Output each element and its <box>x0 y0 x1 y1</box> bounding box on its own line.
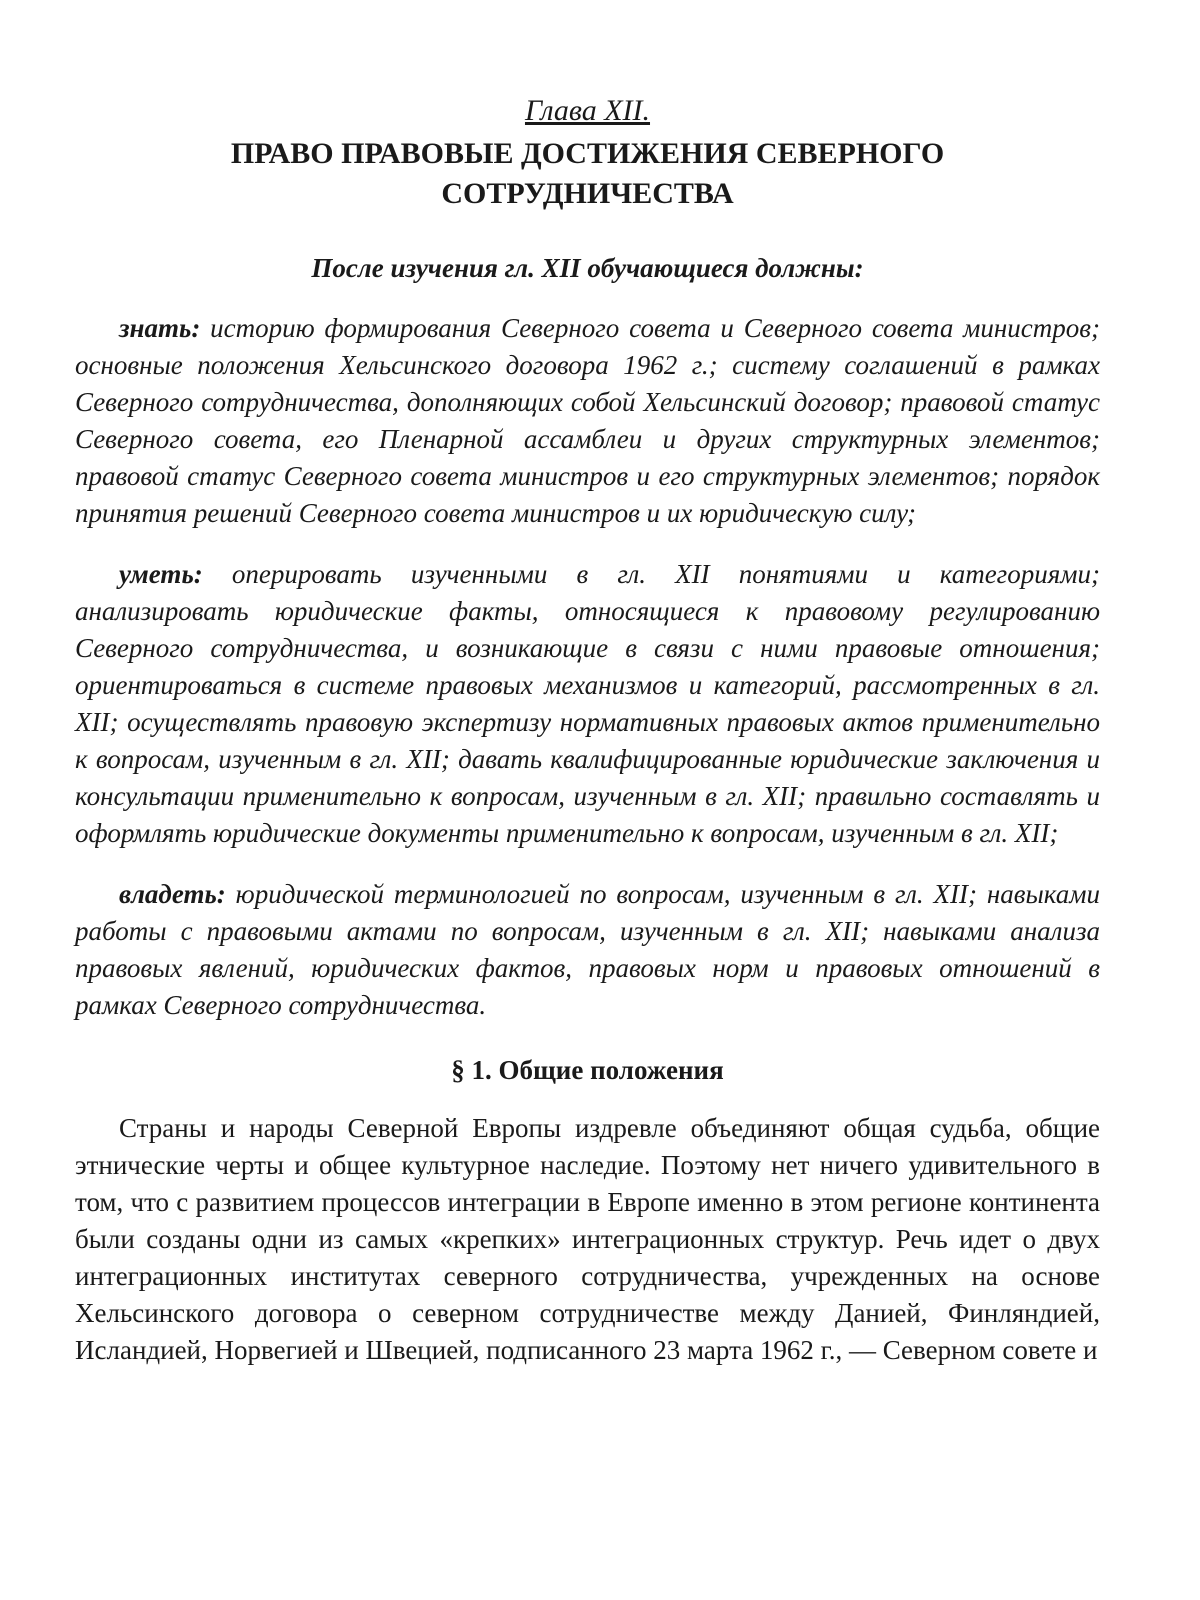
objective-able-text: оперировать изученными в гл. XII понятиями и категориями; анализировать юридические факты, относящиеся к правовому регулированию Северного сотрудничества, и возникающие в связи с ними правовые отношения; ориентироваться в системе правовых механизмов и категорий, рассмотренных в гл. XII; осуществлять правовую экспертизу нормативных правовых актов применительно к вопросам, изученным в гл. XII; давать квалифицированные юридические заключения и консультации применительно к вопросам, изученным в гл. XII; правильно составлять и оформлять юридические документы применительно к вопросам, изученным в гл. XII; <box>75 559 1100 848</box>
objective-able-term: уметь: <box>119 559 203 589</box>
objectives-heading: После изучения гл. XII обучающиеся должны: <box>311 253 864 283</box>
chapter-label: Глава XII. <box>524 94 651 127</box>
section-heading: § 1. Общие положения <box>451 1055 724 1085</box>
objective-know-text: историю формирования Северного совета и Северного совета министров; основные положения Хельсинского договора 1962 г.; систему соглашений в рамках Северного сотрудничества, дополняющих собой Хельсинский договор; правовой статус Северного совета, его Пленарной ассамблеи и других структурных элементов; правовой статус Северного совета министров и его структурных элементов; порядок принятия решений Северного совета министров и их юридическую силу; <box>75 313 1100 528</box>
objective-master-text: юридической терминологией по вопросам, изученным в гл. XII; навыками работы с правовыми актами по вопросам, изученным в гл. XII; навыками анализа правовых явлений, юридических фактов, правовых норм и правовых отношений в рамках Северного сотрудничества. <box>75 879 1100 1020</box>
objective-master <box>75 876 1100 1024</box>
objective-know <box>75 310 1100 532</box>
document-page <box>75 92 1100 1369</box>
chapter-title-line-1: ПРАВО ПРАВОВЫЕ ДОСТИЖЕНИЯ СЕВЕРНОГО <box>230 137 945 170</box>
objective-master-term: владеть: <box>119 879 226 909</box>
chapter-title-line-2: СОТРУДНИЧЕСТВА <box>441 177 734 210</box>
body-paragraph: Страны и народы Северной Европы издревле объединяют общая судьба, общие этнические черты и общее культурное наследие. Поэтому нет ничего удивительного в том, что с развитием процессов интеграции в Европе именно в этом регионе континента были созданы одни из самых «крепких» интеграционных структур. Речь идет о двух интеграционных институтах северного сотрудничества, учрежденных на основе Хельсинского договора о северном сотрудничестве между Данией, Финляндией, Исландией, Норвегией и Швецией, подписанного 23 марта 1962 г., — Северном совете и <box>75 1113 1100 1365</box>
objective-know-term: знать: <box>119 313 201 343</box>
chapter-title <box>75 134 1100 214</box>
objective-able <box>75 556 1100 852</box>
